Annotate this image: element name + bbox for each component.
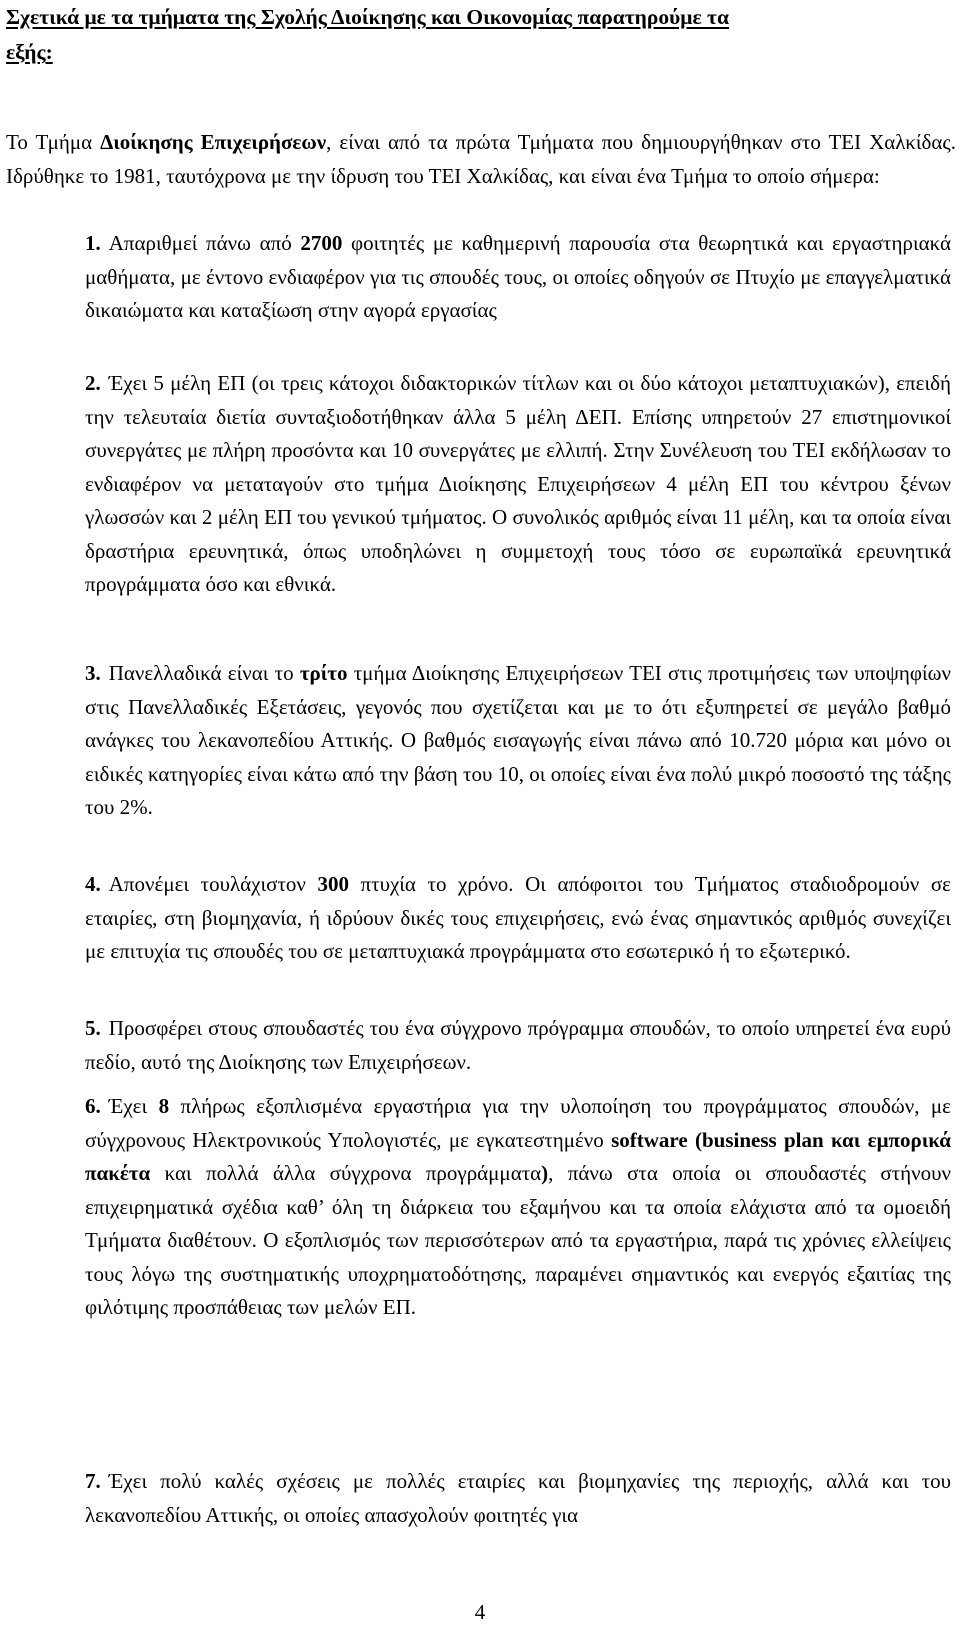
heading-line-1: Σχετικά με τα τμήματα της Σχολής Διοίκησης και Οικονομίας παρατηρούμε τα	[6, 5, 729, 29]
list-number: 1.	[85, 231, 101, 255]
item-bold: 8	[158, 1094, 170, 1118]
list-number: 6.	[85, 1094, 101, 1118]
list-item-6	[85, 1090, 951, 1325]
list-item-4	[85, 868, 951, 969]
item-bold: 2700	[300, 231, 343, 255]
intro-text-rest: , είναι από τα πρώτα Τμήματα που δημιουργήθηκαν στο ΤΕΙ Χαλκίδας. Ιδρύθηκε το 1981, ταυτόχρονα με την ίδρυση του ΤΕΙ Χαλκίδας, και είναι ένα Τμήμα το οποίο σήμερα:	[6, 130, 956, 188]
list-number: 4.	[85, 872, 101, 896]
item-text: φοιτητές με καθημερινή παρουσία στα θεωρητικά και εργαστηριακά μαθήματα, με έντονο ενδιαφέρον για τις σπουδές τους, οι οποίες οδηγούν σε Πτυχίο με επαγγελματικά δικαιώματα και καταξίωση στην αγορά εργασίας	[85, 231, 951, 322]
list-number: 2.	[85, 371, 101, 395]
item-text: Πανελλαδικά είναι το	[108, 661, 300, 685]
item-text: Έχει πολύ καλές σχέσεις με πολλές εταιρίες και βιομηχανίες της περιοχής, αλλά και του λεκανοπεδίου Αττικής, οι οποίες απασχολούν φοιτητές για	[85, 1469, 951, 1527]
list-number: 7.	[85, 1469, 101, 1493]
list-number: 5.	[85, 1016, 101, 1040]
item-text: πτυχία το χρόνο. Οι απόφοιτοι του Τμήματος σταδιοδρομούν σε εταιρίες, στη βιομηχανία, ή ιδρύουν δικές τους επιχειρήσεις, ενώ ένας σημαντικός αριθμός συνεχίζει με επιτυχία τις σπουδές του σε μεταπτυχιακά προγράμματα στο εσωτερικό ή το εξωτερικό.	[85, 872, 951, 963]
list-item-2	[85, 367, 951, 602]
list-item-3	[85, 657, 951, 825]
list-item-5	[85, 1012, 951, 1079]
item-text: και πολλά άλλα σύγχρονα προγράμματα	[150, 1161, 542, 1185]
heading-line-2: εξής:	[6, 40, 53, 64]
list-number: 3.	[85, 661, 101, 685]
page-number: 4	[474, 1600, 486, 1624]
item-bold-paren: )	[541, 1161, 549, 1185]
list-item-7	[85, 1465, 951, 1532]
item-text: Έχει 5 μέλη ΕΠ (οι τρεις κάτοχοι διδακτορικών τίτλων και οι δύο κάτοχοι μεταπτυχιακών), επειδή την τελευταία διετία συνταξιοδοτήθηκαν άλλα 5 μέλη ΔΕΠ. Επίσης υπηρετούν 27 επιστημονικοί συνεργάτες με πλήρη προσόντα και 10 συνεργάτες με ελλιπή. Στην Συνέλευση του ΤΕΙ εκδήλωσαν το ενδιαφέρον να μεταταγούν στο τμήμα Διοίκησης Επιχειρήσεων 4 μέλη ΕΠ του κέντρου ξένων γλωσσών και 2 μέλη ΕΠ του γενικού τμήματος. Ο συνολικός αριθμός είναι 11 μέλη, και τα οποία είναι δραστήρια ερευνητικά, όπως υποδηλώνει η συμμετοχή τους τόσο σε ευρωπαϊκά ερευνητικά προγράμματα όσο και εθνικά.	[85, 371, 951, 596]
section-heading	[6, 0, 954, 70]
item-text: Απονέμει τουλάχιστον	[108, 872, 318, 896]
item-text: πλήρως εξοπλισμένα εργαστήρια για την υλοποίηση του προγράμματος σπουδών, με σύγχρονους Ηλεκτρονικούς Υπολογιστές, με εγκατεστημένο	[85, 1094, 951, 1152]
intro-text: Το Τμήμα	[6, 130, 101, 154]
item-bold: 300	[317, 872, 349, 896]
intro-bold-dept: Διοίκησης Επιχειρήσεων	[100, 130, 327, 154]
list-item-1	[85, 227, 951, 328]
item-text: Έχει	[108, 1094, 159, 1118]
item-text: Προσφέρει στους σπουδαστές του ένα σύγχρονο πρόγραμμα σπουδών, το οποίο υπηρετεί ένα ευρύ πεδίο, αυτό της Διοίκησης των Επιχειρήσεων.	[85, 1016, 951, 1074]
item-bold-software: software (business plan και εμπορικά πακέτα	[85, 1127, 951, 1185]
intro-paragraph	[6, 126, 956, 193]
item-text: Απαριθμεί πάνω από	[108, 231, 301, 255]
item-text: τμήμα Διοίκησης Επιχειρήσεων ΤΕΙ στις προτιμήσεις των υποψηφίων στις Πανελλαδικές Εξετάσεις, γεγονός που σχετίζεται και με το ότι εξυπηρετεί σε μεγάλο βαθμό ανάγκες του λεκανοπεδίου Αττικής. Ο βαθμός εισαγωγής είναι πάνω από 10.720 μόρια και μόνο οι ειδικές κατηγορίες είναι κάτω από την βάση του 10, οι οποίες είναι ένα πολύ μικρό ποσοστό της τάξης του 2%.	[85, 661, 951, 819]
item-text: , πάνω στα οποία οι σπουδαστές στήνουν επιχειρηματικά σχέδια καθ’ όλη τη διάρκεια του εξαμήνου και τα οποία ελάχιστα από τα ομοειδή Τμήματα διαθέτουν. Ο εξοπλισμός των περισσότερων από τα εργαστήρια, παρά τις χρόνιες ελλείψεις τους λόγω της συστηματικής υποχρηματοδότησης, παραμένει σημαντικός και ενεργός εξαιτίας της φιλότιμης προσπάθειας των μελών ΕΠ.	[85, 1161, 951, 1319]
item-bold: τρίτο	[299, 661, 348, 685]
